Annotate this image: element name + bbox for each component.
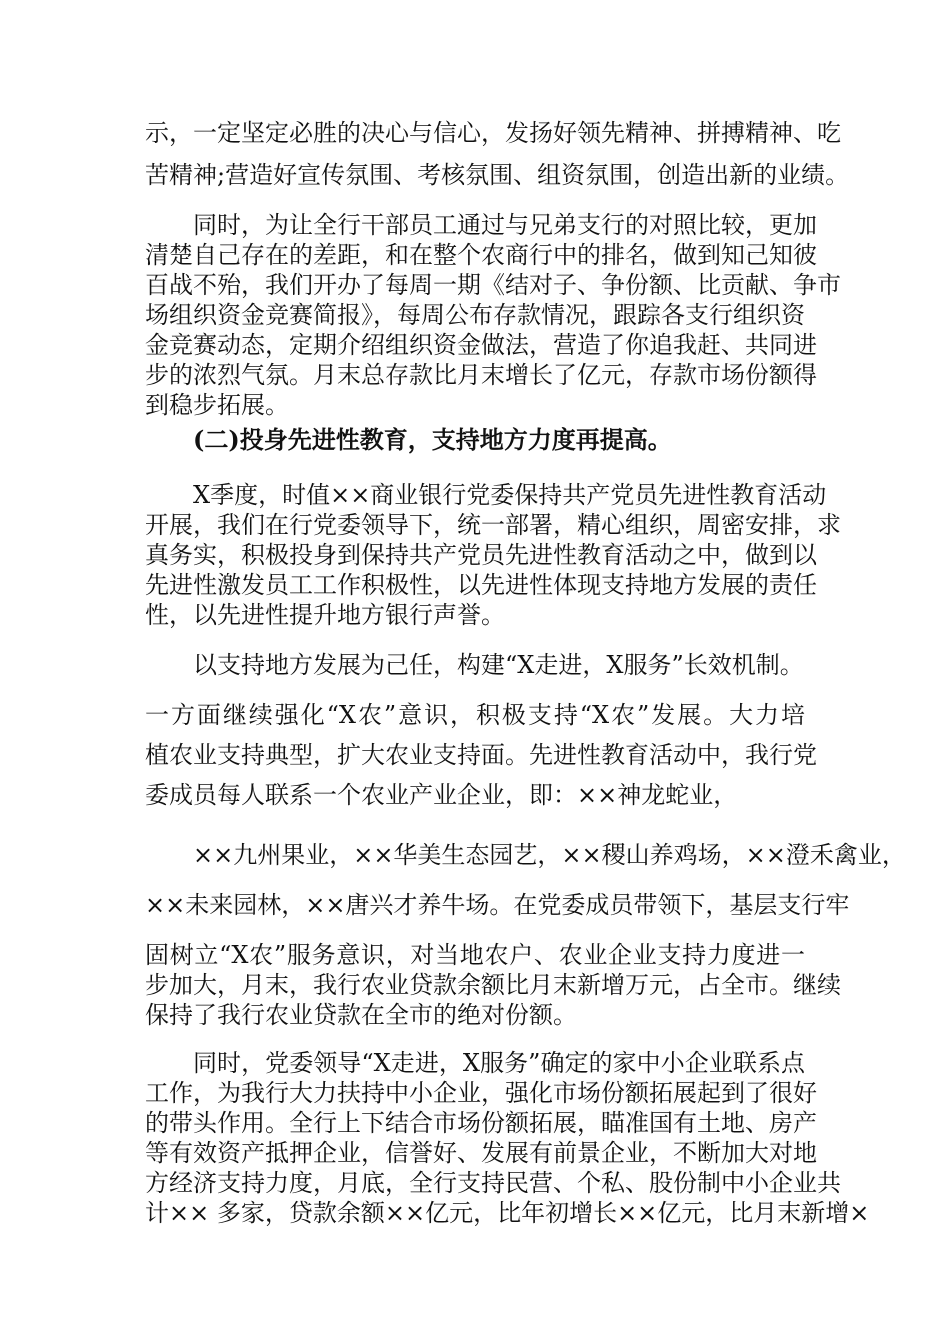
text-line: 固树立“X农”服务意识，对当地农户、农业企业支持力度进一 xyxy=(145,941,805,969)
text-line: 开展，我们在行党委领导下，统一部署，精心组织，周密安排，求 xyxy=(145,511,841,539)
text-line: 真务实，积极投身到保持共产党员先进性教育活动之中，做到以 xyxy=(145,541,817,569)
text-line: 以支持地方发展为己任，构建“X走进，X服务”长效机制。 xyxy=(193,651,804,679)
text-line: 苦精神;营造好宣传氛围、考核氛围、组资氛围，创造出新的业绩。 xyxy=(145,161,850,189)
text-line: 计×× 多家，贷款余额××亿元，比年初增长××亿元，比月末新增× xyxy=(145,1199,870,1227)
text-line: 同时，为让全行干部员工通过与兄弟支行的对照比较，更加 xyxy=(193,211,817,239)
text-line: 到稳步拓展。 xyxy=(145,391,289,419)
text-line: 示，一定坚定必胜的决心与信心，发扬好领先精神、拼搏精神、吃 xyxy=(145,119,841,147)
text-line: X季度，时值××商业银行党委保持共产党员先进性教育活动 xyxy=(193,481,827,509)
text-line: 委成员每人联系一个农业产业企业，即：××神龙蛇业， xyxy=(145,781,738,809)
section-heading: (二)投身先进性教育，支持地方力度再提高。 xyxy=(193,425,672,454)
text-line: 步加大，月末，我行农业贷款余额比月末新增万元，占全市。继续 xyxy=(145,971,841,999)
text-line: 同时，党委领导“X走进，X服务”确定的家中小企业联系点 xyxy=(193,1049,805,1077)
text-line: 等有效资产抵押企业，信誉好、发展有前景企业，不断加大对地 xyxy=(145,1139,817,1167)
text-line: 场组织资金竞赛简报》，每周公布存款情况，跟踪各支行组织资 xyxy=(145,301,805,329)
text-line: ××九州果业，××华美生态园艺，××稷山养鸡场，××澄禾禽业， xyxy=(193,841,906,869)
text-line: 一方面继续强化“X农”意识，积极支持“X农”发展。大力培 xyxy=(145,701,805,729)
text-line: 的带头作用。全行上下结合市场份额拓展，瞄准国有土地、房产 xyxy=(145,1109,817,1137)
text-line: 百战不殆，我们开办了每周一期《结对子、争份额、比贡献、争市 xyxy=(145,271,841,299)
text-line: 方经济支持力度，月底，全行支持民营、个私、股份制中小企业共 xyxy=(145,1169,841,1197)
text-line: ××未来园林，××唐兴才养牛场。在党委成员带领下，基层支行牢 xyxy=(145,891,850,919)
text-line: 清楚自己存在的差距，和在整个农商行中的排名，做到知己知彼 xyxy=(145,241,817,269)
text-line: 性，以先进性提升地方银行声誉。 xyxy=(145,601,505,629)
text-line: 工作，为我行大力扶持中小企业，强化市场份额拓展起到了很好 xyxy=(145,1079,817,1107)
text-line: 植农业支持典型，扩大农业支持面。先进性教育活动中，我行党 xyxy=(145,741,817,769)
text-line: 保持了我行农业贷款在全市的绝对份额。 xyxy=(145,1001,577,1029)
text-line: 先进性激发员工工作积极性，以先进性体现支持地方发展的责任 xyxy=(145,571,817,599)
text-line: 步的浓烈气氛。月末总存款比月末增长了亿元，存款市场份额得 xyxy=(145,361,817,389)
text-line: 金竞赛动态，定期介绍组织资金做法，营造了你追我赶、共同进 xyxy=(145,331,817,359)
